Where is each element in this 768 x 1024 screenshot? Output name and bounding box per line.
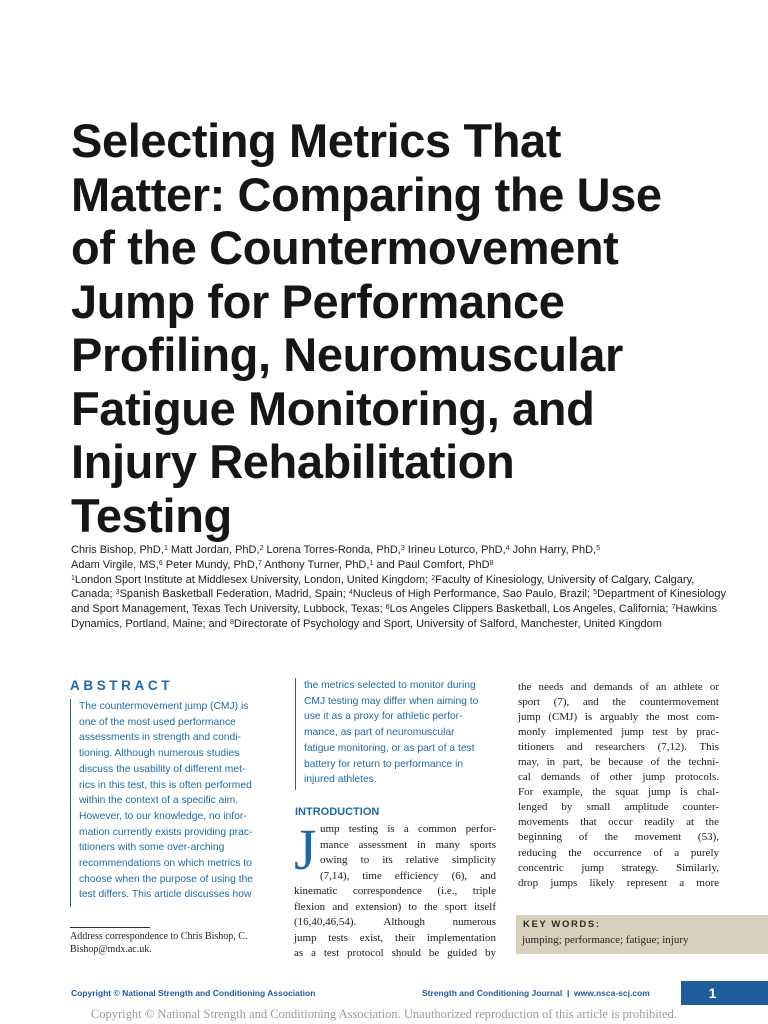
reproduction-notice: Copyright © National Strength and Conditioning Association. Unauthorized reproduction of this article is prohibited. xyxy=(90,1007,678,1021)
abstract-heading: ABSTRACT xyxy=(70,678,174,693)
article-title xyxy=(71,114,751,542)
drop-cap: J xyxy=(294,817,317,882)
introduction-text: ump testing is a common perfor- mance assessment in many sports owing to its relative simplicity (7,14), time efficiency (6), and kinematic correspondence (i.e., triple flexion and extension) to the sport itself (16,40,46,54). Although numerous jump tests exist, their implementation as a test protocol should be guided by xyxy=(294,823,496,959)
author-block xyxy=(71,543,731,632)
title-line: Testing xyxy=(71,488,232,542)
abstract-text-column-1: The countermovement jump (CMJ) is one of the most used performance assessments in strength and condi- tioning. Although numerous studies discuss the usability of different met- rics in this test, this is often performed within the context of a specific aim. However, to our knowledge, no infor- mation currently exists providing prac- titioners with some over-arching recommendations on which metrics to choose when the purpose of using the test differs. This article discusses how xyxy=(70,699,283,907)
title-line: Selecting Metrics That xyxy=(71,114,562,167)
keywords-text: jumping; performance; fatigue; injury xyxy=(522,934,689,946)
page-number: 1 xyxy=(708,985,717,1001)
title-line: Profiling, Neuromuscular xyxy=(71,328,623,381)
author-line: Adam Virgile, MS,$^6$ Peter Mundy, PhD,$^7$ Anthony Turner, PhD,$^1$ and Paul Comfort, PhD$^8$ xyxy=(71,558,494,571)
title-line: Fatigue Monitoring, and xyxy=(71,381,595,435)
abstract-text-column-2: the metrics selected to monitor during CMJ testing may differ when aiming to use it as a proxy for athletic perfor- mance, as part of neuromuscular fatigue monitoring, or as part of a test battery for return to performance in injured athletes. xyxy=(295,678,510,790)
title-line: Matter: Comparing the Use xyxy=(71,167,662,221)
title-line: Jump for Performance xyxy=(71,274,565,328)
author-line: Chris Bishop, PhD,$^1$ Matt Jordan, PhD,$^2$ Lorena Torres-Ronda, PhD,$^3$ Irineu Loturco, PhD,$^4$ John Harry, PhD,$^5$ xyxy=(71,544,601,556)
keywords-box xyxy=(516,915,768,954)
introduction-heading: INTRODUCTION xyxy=(295,806,380,818)
title-line: Injury Rehabilitation xyxy=(71,435,515,488)
footer-journal: Strength and Conditioning Journal | www.nsca-scj.com xyxy=(422,988,650,998)
page-number-box xyxy=(681,981,768,1005)
correspondence-note: Address correspondence to Chris Bishop, C. Bishop@mdx.ac.uk. xyxy=(70,931,248,955)
title-line: of the Countermovement xyxy=(71,221,619,274)
affiliations: $^1$London Sport Institute at Middlesex University, London, United Kingdom; $^2$Faculty of Kinesiology, University of Calgary, Calgary, Canada; $^3$Spanish Basketball Federation, Madrid, Spain; $^4$Nucleus of High Performance, Sao Paulo, Brazil; $^5$Department of Kinesiology and Sport Management, Texas Tech University, Lubbock, Texas; $^6$Los Angeles Clippers Basketball, Los Angeles, California; $^7$Hawkins Dynamics, Portland, Maine; and $^8$Directorate of Psychology and Sport, University of Salford, Manchester, United Kingdom xyxy=(71,573,726,630)
footnote-rule xyxy=(70,927,150,928)
footer-copyright: Copyright © National Strength and Conditioning Association xyxy=(71,988,316,998)
introduction-text-continued: the needs and demands of an athlete or sport (7), and the countermovement jump (CMJ) is arguably the most com- monly implemented jump test by prac- titioners and researchers (7,12). This may, in part, be because of the techni- cal demands of other jump protocols. For example, the squat jump is chal- lenged by small amplitude counter- movements that occur readily at the beginning of the movement (53), reducing the occurrence of a purely concentric jump strategy. Similarly, drop jumps likely represent a more xyxy=(518,681,719,889)
keywords-label: KEY WORDS: xyxy=(523,919,601,930)
